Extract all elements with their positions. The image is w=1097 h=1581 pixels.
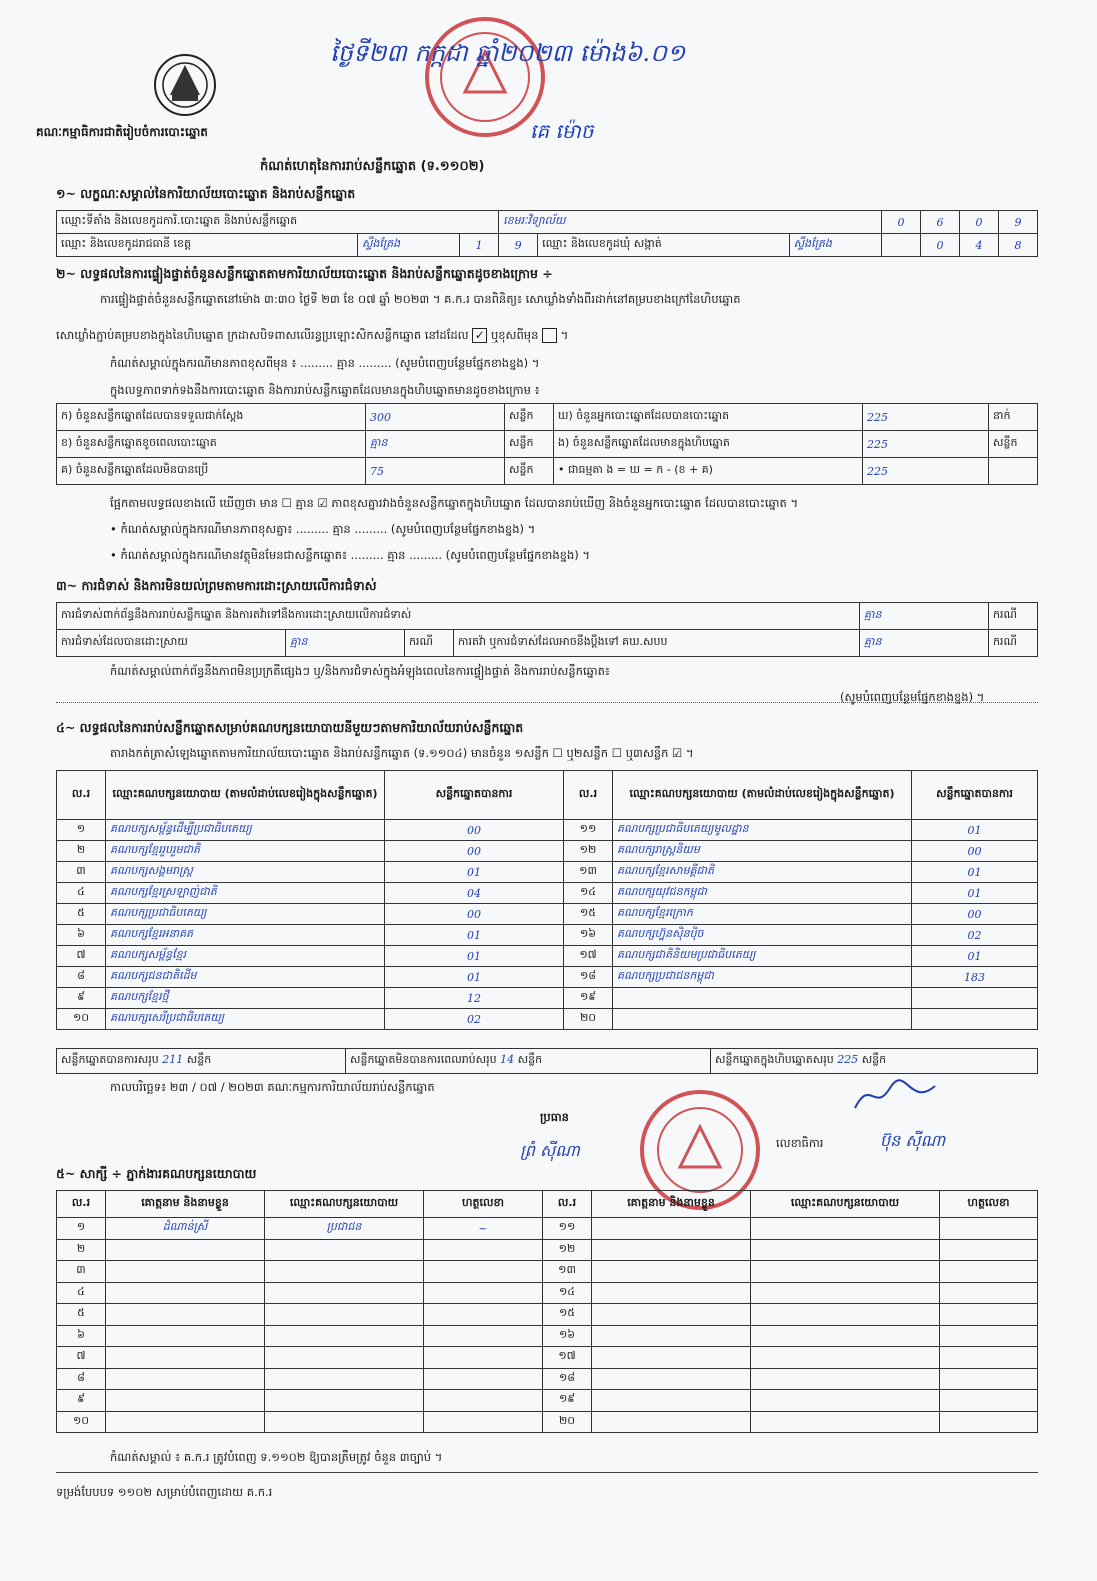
row-number: ១៣	[564, 862, 613, 883]
header-signature: ហត្ថលេខា	[940, 1191, 1038, 1218]
witness-party	[751, 1347, 940, 1369]
party-votes: 00	[385, 820, 564, 841]
party-votes: 01	[912, 862, 1038, 883]
section4-title: ៤~ លទ្ធផលនៃការរាប់សន្លឹកឆ្នោតសម្រាប់គណបក្សនយោបាយនីមួយៗតាមការិយាល័យរាប់សន្លឹកឆ្នោត	[56, 720, 524, 735]
station-name-label: ឈ្មោះទីតាំង និងលេខកូដការិ.បោះឆ្នោត និងរាប់សន្លឹកឆ្នោត	[57, 211, 499, 234]
footnote: កំណត់សម្គាល់ ៖ គ.ក.រ ត្រូវបំពេញ ទ.១១០២ ឱ្យបានត្រឹមត្រូវ ចំនួន ៣ច្បាប់ ។	[110, 1450, 443, 1464]
changed-checkbox[interactable]	[542, 328, 557, 343]
party-name: គណបក្សខ្មែរសាមគ្គីជាតិ	[613, 862, 912, 883]
witness-signature	[940, 1390, 1038, 1412]
party-name: គណបក្សប្រជាធិបតេយ្យមូលដ្ឋាន	[613, 820, 912, 841]
formula-label: • ជាធម្មតា ង = ឃ = ក - (ខ + គ)	[554, 458, 863, 485]
row-number: ១៨	[543, 1368, 592, 1390]
witness-party	[265, 1325, 424, 1347]
complaints-table	[56, 602, 1038, 657]
header-votes: សន្លឹកឆ្នោតបានការ	[912, 771, 1038, 820]
header-no: ល.រ	[564, 771, 613, 820]
total-invalid-value: 14	[500, 1053, 515, 1066]
table-row	[57, 967, 1038, 988]
unit: សន្លឹក	[186, 1053, 212, 1066]
row-number: ៩	[57, 1390, 106, 1412]
province-code-digit: 1	[460, 234, 499, 257]
party-name: គណបក្សរាស្ត្រនិយម	[613, 841, 912, 862]
witness-party	[265, 1304, 424, 1326]
witness-name	[592, 1368, 751, 1390]
header-no: ល.រ	[57, 771, 106, 820]
header-signature: ហត្ថលេខា	[424, 1191, 543, 1218]
foreign-object-note-line: • កំណត់សម្គាល់ក្នុងករណីមានវត្ថុមិនមែនជាសន្លឹកឆ្នោត៖ ......... គ្មាន ......... (សូមបំពេញបន្ថែមផ្នែកខាងខ្នង) ។	[110, 548, 590, 562]
chair-signature: ព្រំ ស៊ីណា	[520, 1141, 580, 1160]
row-number: ៧	[57, 946, 106, 967]
unit: សន្លឹក	[861, 1053, 887, 1066]
table-row	[57, 1261, 1038, 1283]
witness-party	[751, 1261, 940, 1283]
witness-signature	[940, 1218, 1038, 1240]
province-value: ស្ទឹងត្រែង	[357, 234, 459, 257]
voters-voted-label: ឃ) ចំនួនអ្នកបោះឆ្នោតដែលបានបោះឆ្នោត	[554, 404, 863, 431]
party-votes: 02	[385, 1009, 564, 1030]
witness-name	[106, 1347, 265, 1369]
witness-party: ប្រជាជន	[265, 1218, 424, 1240]
total-box-value: 225	[837, 1053, 859, 1066]
row-number: ៩	[57, 988, 106, 1009]
discrepancy-line: ផ្អែកតាមលទ្ធផលខាងលើ ឃើញថា មាន ☐ គ្មាន ☑ ភាពខុសគ្នារវាងចំនួនសន្លឹកឆ្នោតក្នុងហិបឆ្នោត ដែលបានរាប់ឃើញ និងចំនួនអ្នកបោះឆ្នោត ដែលបានបោះឆ្នោត ។	[110, 496, 799, 510]
party-name: គណបក្សសម្ព័ន្ធដើម្បីប្រជាធិបតេយ្យ	[106, 820, 385, 841]
table-row	[57, 1009, 1038, 1030]
party-name: គណបក្សជនជាតិដើម	[106, 967, 385, 988]
row-number: ១៧	[564, 946, 613, 967]
chair-label: ប្រធាន	[540, 1110, 569, 1124]
table-row	[57, 1325, 1038, 1347]
row-number: ២	[57, 1239, 106, 1261]
province-label: ឈ្មោះ និងលេខកូដរាជធានី ខេត្ត	[57, 234, 358, 257]
table-row	[57, 1390, 1038, 1412]
received-ballots-label: ក) ចំនួនសន្លឹកឆ្នោតដែលបានទទួលជាក់ស្តែង	[57, 404, 366, 431]
nec-emblem-logo	[150, 50, 220, 120]
row-number: ៣	[57, 1261, 106, 1283]
note-end: (សូមបំពេញបន្ថែមផ្នែកខាងខ្នង) ។	[840, 690, 985, 704]
witness-signature	[424, 1390, 543, 1412]
row-number: ៨	[57, 1368, 106, 1390]
row-number: ៣	[57, 862, 106, 883]
total-invalid-label: សន្លឹកឆ្នោតមិនបានការពេលរាប់សរុប	[349, 1053, 497, 1066]
table-row	[57, 1411, 1038, 1433]
commune-code-digit: 4	[960, 234, 999, 257]
section2-title: ២~ លទ្ធផលនៃការផ្ទៀងផ្ទាត់ចំនួនសន្លឹកឆ្នោតតាមការិយាល័យបោះឆ្នោត និងរាប់សន្លឹកឆ្នោតដូចខាងក្រោម ÷	[56, 266, 553, 281]
table-row	[57, 431, 1038, 458]
row-number: ១៩	[543, 1390, 592, 1412]
party-votes: 01	[385, 925, 564, 946]
spoiled-ballots-label: ខ) ចំនួនសន្លឹកឆ្នោតខូចពេលបោះឆ្នោត	[57, 431, 366, 458]
witness-signature	[940, 1239, 1038, 1261]
resolved-complaints-label: ការជំទាស់ដែលបានដោះស្រាយ	[57, 630, 286, 657]
row-number: ១៦	[564, 925, 613, 946]
witness-name	[106, 1261, 265, 1283]
witness-party	[265, 1261, 424, 1283]
witness-name	[592, 1239, 751, 1261]
handwritten-date-note: ថ្ងៃទី២៣ កក្កដា ឆ្នាំ២០២៣ ម៉ោង៦.០១	[330, 39, 686, 67]
irregularity-note-line: កំណត់សម្គាល់ពាក់ព័ន្ធនឹងភាពមិនប្រក្រតីផ្សេងៗ ឬ/និងការជំទាស់ក្នុងអំឡុងពេលនៃការផ្ទៀងផ្ទាត់ និងការរាប់សន្លឹកឆ្នោត៖	[110, 664, 610, 678]
unit: នាក់	[989, 404, 1038, 431]
date-line: កាលបរិច្ឆេទ៖ ២៣ / ០៧ / ២០២៣ គណៈកម្មការការិយាល័យរាប់សន្លឹកឆ្នោត	[110, 1080, 435, 1094]
witness-signature	[940, 1347, 1038, 1369]
party-votes: 01	[385, 946, 564, 967]
table-row	[57, 630, 1038, 657]
witness-name	[592, 1261, 751, 1283]
complaints-value: គ្មាន	[860, 603, 989, 630]
form-title: កំណត់ហេតុនៃការរាប់សន្លឹកឆ្នោត (ទ.១១០២)	[260, 159, 485, 174]
section1-table	[56, 210, 1038, 257]
party-votes: 12	[385, 988, 564, 1009]
unit: សន្លឹក	[505, 404, 554, 431]
unit: សន្លឹក	[505, 431, 554, 458]
voters-voted-value: 225	[863, 404, 989, 431]
ballot-count-table	[56, 403, 1038, 485]
table-row	[57, 1368, 1038, 1390]
header-no: ល.រ	[57, 1191, 106, 1218]
witness-party	[751, 1239, 940, 1261]
commune-code-digit: 8	[999, 234, 1038, 257]
secretary-scribble	[850, 1078, 940, 1118]
witness-signature	[424, 1325, 543, 1347]
party-name: គណបក្សប្រជាជនកម្ពុជា	[613, 967, 912, 988]
witness-party	[751, 1390, 940, 1412]
unit: សន្លឹក	[989, 431, 1038, 458]
party-name: គណបក្សសង្គមរាស្ត្រ	[106, 862, 385, 883]
row-number: ៥	[57, 1304, 106, 1326]
table-row	[57, 1347, 1038, 1369]
row-number: ១៨	[564, 967, 613, 988]
table-row	[57, 883, 1038, 904]
witness-name	[592, 1390, 751, 1412]
unused-ballots-value: 75	[366, 458, 505, 485]
section3-title: ៣~ ការជំទាស់ និងការមិនយល់ព្រមតាមការដោះស្រាយលើការជំទាស់	[56, 578, 377, 593]
witness-name	[106, 1411, 265, 1433]
table-row	[57, 820, 1038, 841]
station-name-value: ខេមរៈវិទ្យាល័យ	[499, 211, 882, 234]
unit: សន្លឹក	[517, 1053, 543, 1066]
section4-subtitle: តារាងកត់ត្រាសំឡេងឆ្នោតតាមការិយាល័យបោះឆ្នោត និងរាប់សន្លឹកឆ្នោត (ទ.១១០៤) មានចំនួន ១សន្លឹក ☐ ឬ២សន្លឹក ☐ ឬ៣សន្លឹក ☑ ។	[110, 746, 694, 760]
row-number: ១១	[543, 1218, 592, 1240]
seal-status-text: សោឃ្លាំងភ្ជាប់គម្របខាងក្នុងនៃហិបឆ្នោត ក្រដាសបិទពាសលើរន្ធប្រឡោះសិកសន្លឹកឆ្នោត នៅដដែល	[56, 328, 469, 342]
witness-name	[592, 1347, 751, 1369]
results-table	[56, 770, 1038, 1030]
witness-name	[106, 1390, 265, 1412]
row-number: ៤	[57, 1282, 106, 1304]
party-name: គណបក្សខ្មែរថ្មី	[106, 988, 385, 1009]
unit: ករណី	[989, 630, 1038, 657]
party-name: គណបក្សខ្មែរស្រឡាញ់ជាតិ	[106, 883, 385, 904]
row-number: ១៤	[543, 1282, 592, 1304]
table-row	[57, 1282, 1038, 1304]
row-number: ១៦	[543, 1325, 592, 1347]
header-party: ឈ្មោះគណបក្សនយោបាយ (តាមលំដាប់លេខរៀងក្នុងសន្លឹកឆ្នោត)	[106, 771, 385, 820]
witness-signature	[424, 1261, 543, 1283]
ballot-intro-line: ក្នុងលទ្ធភាពទាក់ទងនឹងការបោះឆ្នោត និងការរាប់សន្លឹកឆ្នោតដែលមានក្នុងហិបឆ្នោតមានដូចខាងក្រោម ៖	[110, 383, 540, 397]
table-row	[57, 946, 1038, 967]
table-row	[57, 904, 1038, 925]
ballots-in-box-label: ង) ចំនួនសន្លឹកឆ្នោតដែលមានក្នុងហិបឆ្នោត	[554, 431, 863, 458]
table-row	[57, 603, 1038, 630]
witness-party	[265, 1239, 424, 1261]
witness-signature	[424, 1368, 543, 1390]
commune-value: ស្ទឹងត្រែង	[789, 234, 881, 257]
party-votes: 01	[385, 862, 564, 883]
row-number: ១៤	[564, 883, 613, 904]
witness-signature	[940, 1261, 1038, 1283]
header-party: ឈ្មោះគណបក្សនយោបាយ	[265, 1191, 424, 1218]
row-number: ១០	[57, 1009, 106, 1030]
header-name: គោត្តនាម និងនាមខ្លួន	[106, 1191, 265, 1218]
row-number: ៥	[57, 904, 106, 925]
party-votes: 02	[912, 925, 1038, 946]
witness-signature	[424, 1411, 543, 1433]
form-footer: ទម្រង់បែបបទ ១១០២ សម្រាប់បំពេញដោយ គ.ក.រ	[56, 1485, 273, 1499]
witness-name	[592, 1325, 751, 1347]
formula-value: 225	[863, 458, 989, 485]
ballots-in-box-value: 225	[863, 431, 989, 458]
party-name: គណបក្សខ្មែរក្រោក	[613, 904, 912, 925]
row-number: ២០	[564, 1009, 613, 1030]
witness-signature	[940, 1282, 1038, 1304]
station-code-digit: 0	[882, 211, 921, 234]
row-number: ២	[57, 841, 106, 862]
row-number: ១១	[564, 820, 613, 841]
header-name: គោត្តនាម និងនាមខ្លួន	[592, 1191, 751, 1218]
section1-title: ១~ លក្ខណៈសម្គាល់នៃការិយាល័យបោះឆ្នោត និងរាប់សន្លឹកឆ្នោត	[56, 186, 356, 201]
section5-title: ៥~ សាក្សី ÷ ភ្នាក់ងារគណបក្សនយោបាយ	[56, 1166, 257, 1181]
party-name: គណបក្សខ្មែរអនាគត	[106, 925, 385, 946]
witness-table	[56, 1190, 1038, 1433]
table-row	[57, 458, 1038, 485]
table-row	[57, 1218, 1038, 1240]
row-number: ១៣	[543, 1261, 592, 1283]
secretary-label: លេខាធិការ	[776, 1136, 824, 1150]
party-votes	[912, 1009, 1038, 1030]
committee-name: គណៈកម្មាធិការជាតិរៀបចំការបោះឆ្នោត	[36, 125, 208, 139]
commune-code-digit: 0	[921, 234, 960, 257]
party-votes: 183	[912, 967, 1038, 988]
witness-name	[106, 1325, 265, 1347]
witness-name	[106, 1368, 265, 1390]
witness-party	[751, 1282, 940, 1304]
witness-party	[265, 1368, 424, 1390]
station-code-digit: 9	[999, 211, 1038, 234]
row-number: ១	[57, 1218, 106, 1240]
table-row	[57, 925, 1038, 946]
party-votes: 00	[912, 904, 1038, 925]
witness-name	[592, 1411, 751, 1433]
row-number: ១៥	[564, 904, 613, 925]
difference-note-line: កំណត់សម្គាល់ក្នុងករណីមានភាពខុសពីមុន ៖ ......... គ្មាន ......... (សូមបំពេញបន្ថែមផ្នែកខាងខ្នង) ។	[110, 356, 540, 370]
party-votes: 00	[385, 904, 564, 925]
witness-party	[751, 1411, 940, 1433]
witness-name: ដំណាន់ស្រី	[106, 1218, 265, 1240]
witness-party	[751, 1304, 940, 1326]
row-number: ១៧	[543, 1347, 592, 1369]
party-votes: 01	[912, 946, 1038, 967]
witness-signature	[424, 1239, 543, 1261]
table-row	[57, 988, 1038, 1009]
table-row	[57, 404, 1038, 431]
total-valid-value: 211	[162, 1053, 184, 1066]
table-row	[57, 841, 1038, 862]
header-party: ឈ្មោះគណបក្សនយោបាយ (តាមលំដាប់លេខរៀងក្នុងសន្លឹកឆ្នោត)	[613, 771, 912, 820]
unit	[989, 458, 1038, 485]
party-name: គណបក្សខ្មែររួបរួមជាតិ	[106, 841, 385, 862]
witness-signature	[424, 1347, 543, 1369]
province-code-digit: 9	[499, 234, 538, 257]
party-name: គណបក្សសម្ព័ន្ធខ្មែរ	[106, 946, 385, 967]
witness-signature: ~	[424, 1218, 543, 1240]
totals-row	[56, 1048, 1038, 1074]
header-no: ល.រ	[543, 1191, 592, 1218]
row-number: ១៩	[564, 988, 613, 1009]
unit: ករណី	[989, 603, 1038, 630]
row-number: ៨	[57, 967, 106, 988]
witness-party	[265, 1347, 424, 1369]
witness-party	[265, 1411, 424, 1433]
seal-status-line: សោឃ្លាំងភ្ជាប់គម្របខាងក្នុងនៃហិបឆ្នោត ក្រដាសបិទពាសលើរន្ធប្រឡោះសិកសន្លឹកឆ្នោត នៅដដែល ✓ ឬខុសពីមុន ។	[56, 328, 569, 342]
party-name	[613, 1009, 912, 1030]
party-name: គណបក្សប្រជាធិបតេយ្យ	[106, 904, 385, 925]
row-number: ១២	[564, 841, 613, 862]
header-party: ឈ្មោះគណបក្សនយោបាយ	[751, 1191, 940, 1218]
witness-party	[751, 1325, 940, 1347]
party-name: គណបក្សជាតិនិយមប្រជាធិបតេយ្យ	[613, 946, 912, 967]
verification-line: ការផ្ទៀងផ្ទាត់ចំនួនសន្លឹកឆ្នោតនៅម៉ោង ៣:៣០ ថ្ងៃទី ២៣ ខែ ០៧ ឆ្នាំ ២០២៣ ។ គ.ក.រ បានពិនិត្យ៖ សោឃ្លាំងទាំងពីរដាក់នៅគម្របខាងក្រៅនៃហិបឆ្នោត	[100, 292, 741, 306]
party-votes: 01	[385, 967, 564, 988]
row-number: ៤	[57, 883, 106, 904]
witness-signature	[424, 1282, 543, 1304]
witness-name	[592, 1282, 751, 1304]
witness-party	[751, 1218, 940, 1240]
appeals-label: ការតវ៉ា ឬការជំទាស់ដែលអាចនឹងប្តឹងទៅ គឃ.សបប	[454, 630, 860, 657]
party-votes: 00	[912, 841, 1038, 862]
total-valid-label: សន្លឹកឆ្នោតបានការសរុប	[61, 1053, 159, 1066]
party-votes: 00	[385, 841, 564, 862]
table-row	[57, 1304, 1038, 1326]
table-row	[57, 1239, 1038, 1261]
party-votes: 04	[385, 883, 564, 904]
witness-name	[592, 1304, 751, 1326]
witness-signature	[940, 1368, 1038, 1390]
party-votes: 01	[912, 883, 1038, 904]
party-name: គណបក្សហ្វ៊ុនស៊ិនប៉ិច	[613, 925, 912, 946]
unused-ballots-label: គ) ចំនួនសន្លឹកឆ្នោតដែលមិនបានប្រើ	[57, 458, 366, 485]
witness-name	[592, 1218, 751, 1240]
witness-name	[106, 1282, 265, 1304]
header-votes: សន្លឹកឆ្នោតបានការ	[385, 771, 564, 820]
received-ballots-value: 300	[366, 404, 505, 431]
witness-party	[265, 1390, 424, 1412]
witness-signature	[940, 1411, 1038, 1433]
spoiled-ballots-value: គ្មាន	[366, 431, 505, 458]
row-number: ១៥	[543, 1304, 592, 1326]
witness-signature	[424, 1304, 543, 1326]
party-name: គណបក្សសេរីប្រជាធិបតេយ្យ	[106, 1009, 385, 1030]
total-box-label: សន្លឹកឆ្នោតក្នុងហិបឆ្នោតសរុប	[714, 1053, 834, 1066]
handwritten-name-note: គេ ម៉ោច	[530, 119, 594, 143]
row-number: ១	[57, 820, 106, 841]
row-number: ៦	[57, 925, 106, 946]
party-votes: 01	[912, 820, 1038, 841]
row-number: ១០	[57, 1411, 106, 1433]
party-name: គណបក្សយុវជនកម្ពុជា	[613, 883, 912, 904]
witness-signature	[940, 1325, 1038, 1347]
unit: សន្លឹក	[505, 458, 554, 485]
party-name	[613, 988, 912, 1009]
secretary-signature: ប៊ុន សុីណា	[880, 1131, 946, 1150]
witness-party	[265, 1282, 424, 1304]
witness-party	[751, 1368, 940, 1390]
witness-name	[106, 1239, 265, 1261]
divider	[56, 1472, 1038, 1473]
complaints-label: ការជំទាស់ពាក់ព័ន្ធនឹងការរាប់សន្លឹកឆ្នោត និងការតវ៉ាទៅនឹងការដោះស្រាយលើការជំទាស់	[57, 603, 860, 630]
station-code-digit: 0	[960, 211, 999, 234]
commune-label: ឈ្មោះ និងលេខកូដឃុំ សង្កាត់	[538, 234, 789, 257]
unit: ករណី	[405, 630, 454, 657]
row-number: ៦	[57, 1325, 106, 1347]
table-row	[57, 862, 1038, 883]
appeals-value: គ្មាន	[860, 630, 989, 657]
unchanged-checkbox[interactable]: ✓	[472, 328, 487, 343]
discrepancy-note-line: • កំណត់សម្គាល់ក្នុងករណីមានភាពខុសគ្នា៖ ......... គ្មាន ......... (សូមបំពេញបន្ថែមផ្នែកខាងខ្នង) ។	[110, 522, 536, 536]
row-number: ២០	[543, 1411, 592, 1433]
party-votes	[912, 988, 1038, 1009]
resolved-complaints-value: គ្មាន	[286, 630, 405, 657]
changed-label: ឬខុសពីមុន	[490, 328, 539, 342]
row-number: ១២	[543, 1239, 592, 1261]
row-number: ៧	[57, 1347, 106, 1369]
witness-name	[106, 1304, 265, 1326]
witness-signature	[940, 1304, 1038, 1326]
station-code-digit: 6	[921, 211, 960, 234]
